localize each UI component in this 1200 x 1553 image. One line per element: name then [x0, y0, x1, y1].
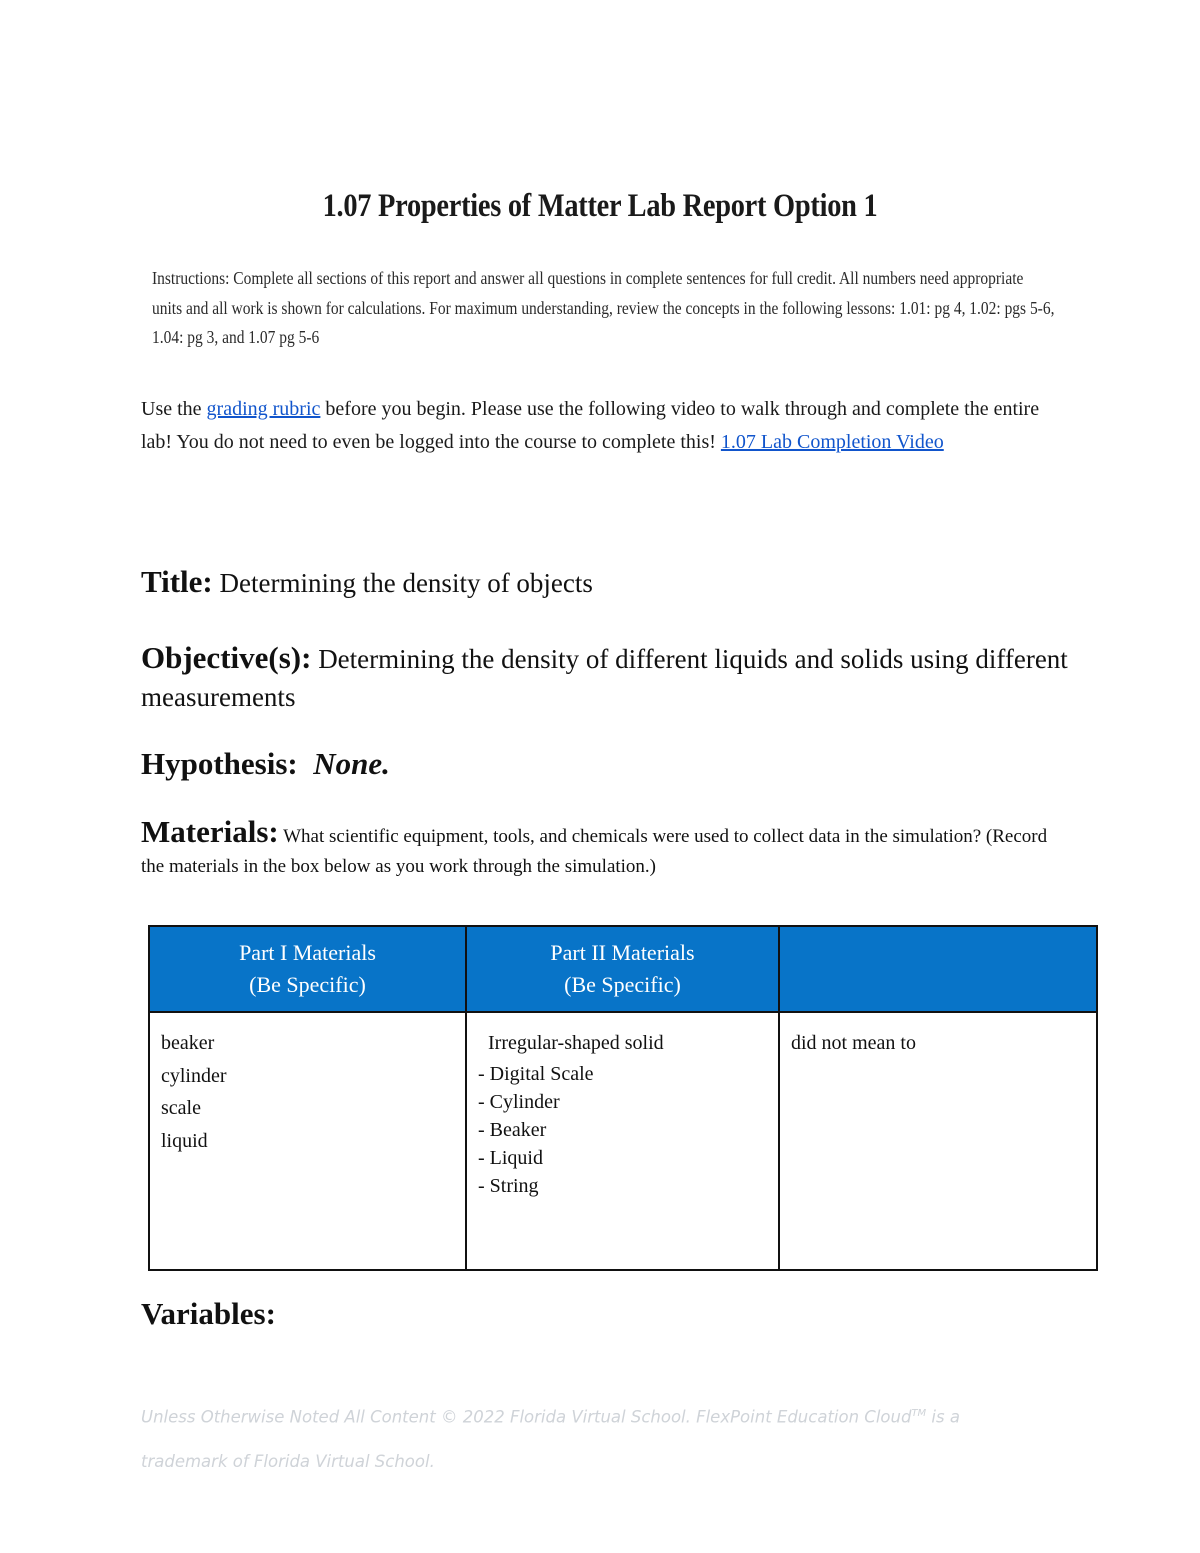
trademark-symbol: TM: [911, 1408, 927, 1419]
hypothesis-label: Hypothesis:: [141, 746, 314, 781]
intro-text-1: Use the: [141, 398, 207, 420]
hypothesis-value: None.: [313, 746, 390, 781]
list-item: beaker: [161, 1032, 215, 1054]
header-part1-subtitle: (Be Specific): [249, 972, 366, 997]
table-header-row: [149, 926, 1097, 1012]
list-item: liquid: [161, 1129, 208, 1152]
part1-cell[interactable]: [149, 1012, 466, 1270]
part2-cell[interactable]: [466, 1012, 779, 1270]
col3-text: did not mean to: [791, 1032, 916, 1054]
intro-paragraph: [141, 393, 1071, 458]
page-title: 1.07 Properties of Matter Lab Report Option 1: [322, 188, 878, 224]
header-part2-title: Part II Materials: [550, 940, 695, 965]
objective-label: Objective(s):: [141, 640, 312, 675]
table-row: [149, 1012, 1097, 1270]
list-item: cylinder: [161, 1064, 227, 1087]
materials-description: What scientific equipment, tools, and chemicals were used to collect data in the simulation? (Record the materials in the box below as you work through the simulation.): [141, 826, 1048, 877]
objective-section: [141, 639, 1081, 716]
header-part2-subtitle: (Be Specific): [564, 972, 681, 997]
header-part2: [466, 926, 779, 1012]
copyright-footer: [141, 1392, 1041, 1484]
col3-cell[interactable]: [779, 1012, 1097, 1270]
header-part1-title: Part I Materials: [239, 940, 376, 965]
list-item: - Digital Scale: [478, 1062, 594, 1085]
materials-table: [148, 925, 1098, 1271]
lab-video-link[interactable]: 1.07 Lab Completion Video: [720, 430, 944, 453]
instructions-text: Instructions: Complete all sections of this report and answer all questions in complete sentences for full credit. All numbers need appropriate units and all work is shown for calculations. For maximum understanding, review the concepts in the following lessons: 1.01: pg 4, 1.02: pgs 5-6, 1.04: pg 3, and 1.07 pg 5-6: [152, 268, 1055, 347]
title-value: Determining the density of objects: [212, 568, 593, 598]
header-part1: [149, 926, 466, 1012]
list-item: Irregular-shaped solid: [478, 1032, 664, 1054]
grading-rubric-link[interactable]: grading rubric: [206, 398, 321, 420]
list-item: scale: [161, 1097, 201, 1119]
list-item: - String: [478, 1174, 539, 1197]
list-item: - Beaker: [478, 1118, 547, 1141]
list-item: - Cylinder: [478, 1090, 560, 1113]
objective-value: Determining the density of different liquids and solids using different measurements: [141, 644, 1068, 712]
footer-line-1: [141, 1392, 1041, 1440]
intro-text-2: before you begin. Please use the following video to walk through and complete the entire lab! You do not need to even be logged into the course to complete this!: [141, 398, 1040, 453]
footer-text: Unless Otherwise Noted All Content © 2022 Florida Virtual School. FlexPoint Education Cloud: [141, 1407, 912, 1427]
title-section: [141, 563, 1081, 602]
hypothesis-section: [141, 745, 1081, 784]
footer-text-end: is a: [926, 1407, 960, 1427]
list-item: - Liquid: [478, 1146, 543, 1169]
materials-section: [141, 814, 1061, 882]
header-col3: [779, 926, 1097, 1012]
title-label: Title:: [141, 564, 213, 599]
materials-label: Materials:: [141, 814, 279, 849]
footer-line-2: trademark of Florida Virtual School.: [141, 1451, 435, 1471]
variables-label: Variables:: [141, 1296, 276, 1331]
